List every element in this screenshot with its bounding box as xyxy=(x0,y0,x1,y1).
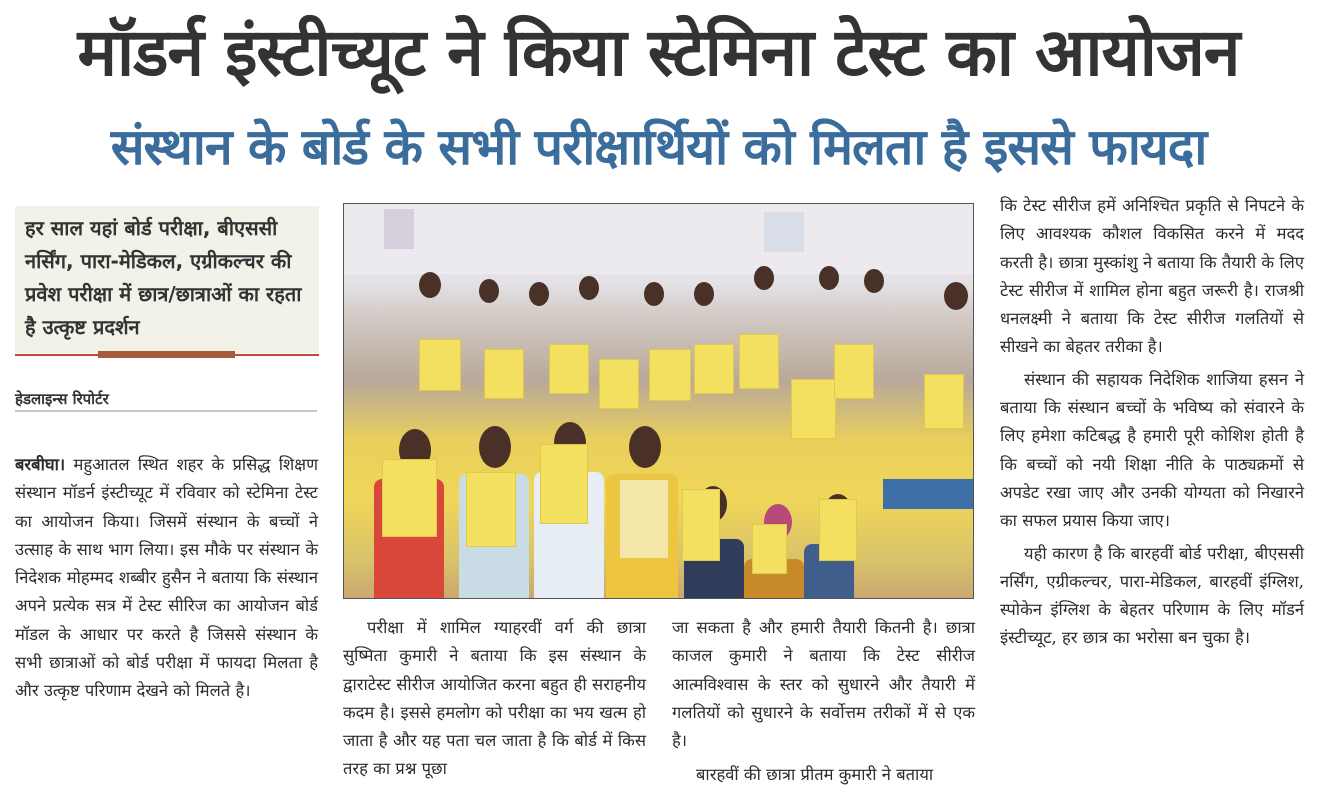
photo-test-paper xyxy=(382,459,437,537)
article-text: जा सकता है और हमारी तैयारी कितनी है। छात्रा काजल कुमारी ने बताया कि टेस्ट सीरीज आत्मविश्वास के स्तर को सुधारने और तैयारी में गलतियों को सुधारने के सर्वोत्तम तरीकों में से एक है। xyxy=(672,618,975,751)
photo-person xyxy=(819,266,839,290)
photo-test-paper xyxy=(694,344,734,394)
photo-test-paper xyxy=(484,349,524,399)
photo-test-paper xyxy=(924,374,964,429)
photo-test-paper xyxy=(834,344,874,399)
photo-test-paper xyxy=(599,359,639,409)
photo-test-paper xyxy=(466,472,516,547)
subheadline: संस्थान के बोर्ड के सभी परीक्षार्थियों को मिलता है इससे फायदा xyxy=(110,118,1207,176)
photo-person xyxy=(944,282,968,310)
photo-test-paper xyxy=(419,339,461,391)
highlight-divider-accent xyxy=(98,351,235,358)
photo-person xyxy=(479,279,499,303)
photo-window xyxy=(764,212,804,252)
dateline: बरबीघा। xyxy=(15,455,66,474)
article-column-2 xyxy=(343,614,646,784)
photo-test-paper xyxy=(549,344,589,394)
photo-person xyxy=(629,426,661,468)
photo-person xyxy=(579,276,599,300)
photo-test-paper xyxy=(752,524,787,574)
photo-test-paper xyxy=(819,499,857,561)
article-text: महुआतल स्थित शहर के प्रसिद्ध शिक्षण संस्थान मॉडर्न इंस्टीच्यूट में रविवार को स्टेमिना टेस्ट का आयोजन किया। जिसमें संस्थान के बच्चों ने उत्साह के साथ भाग लिया। इस मौके पर संस्थान के निदेशक मोहम्मद शब्बीर हुसैन ने बताया कि संस्थान अपने प्रत्येक सत्र में टेस्ट सीरिज का आयोजन बोर्ड मॉडल के आधार पर करते है जिससे संस्थान के सभी छात्राओं को बोर्ड परीक्षा में फायदा मिलता है और उत्कृष्ट परिणाम देखने को मिलते है। xyxy=(15,455,319,701)
photo-test-paper xyxy=(739,334,779,389)
photo-window xyxy=(384,209,414,249)
article-column-1 xyxy=(15,451,318,706)
article-text: संस्थान की सहायक निदेशिक शाजिया हसन ने बताया कि संस्थान बच्चों के भविष्य को संवारने के लिए हमेशा कटिबद्ध है हमारी पूरी कोशिश होती है कि बच्चों को नयी शिक्षा नीति के पाठ्यक्रमों से अपडेट रखा जाए और उनकी योग्यता को निखारने का सफल प्रयास किया जाए। xyxy=(1000,369,1304,531)
photo-bench xyxy=(883,479,973,509)
article-text: बारहवीं की छात्रा प्रीतम कुमारी ने बताया xyxy=(696,765,934,785)
photo-person xyxy=(529,282,549,306)
photo-person xyxy=(644,282,664,306)
photo-person xyxy=(754,266,774,290)
headline: मॉडर्न इंस्टीच्यूट ने किया स्टेमिना टेस्ट का आयोजन xyxy=(77,14,1240,91)
photo-person xyxy=(694,282,714,306)
photo-test-paper xyxy=(682,489,720,561)
photo-test-paper xyxy=(649,349,691,401)
news-photo xyxy=(343,203,974,599)
photo-wall xyxy=(344,204,973,274)
photo-test-paper xyxy=(791,379,836,439)
photo-test-paper xyxy=(619,479,669,559)
photo-person xyxy=(864,269,884,293)
byline: हेडलाइन्स रिपोर्टर xyxy=(15,386,317,412)
article-column-3 xyxy=(672,614,975,790)
highlight-text: हर साल यहां बोर्ड परीक्षा, बीएससी नर्सिंग, पारा-मेडिकल, एग्रीकल्चर की प्रवेश परीक्षा में छात्र/छात्राओं का रहता है उत्कृष्ट प्रदर्शन xyxy=(25,216,302,339)
photo-test-paper xyxy=(540,444,588,524)
photo-person xyxy=(479,426,511,468)
article-text: यही कारण है कि बारहवीं बोर्ड परीक्षा, बीएससी नर्सिंग, एग्रीकल्चर, पारा-मेडिकल, बारहवीं इंग्लिश, स्पोकेन इंग्लिश के बेहतर परिणाम के लिए मॉडर्न इंस्टीच्यूट, हर छात्र का भरोसा बन चुका है। xyxy=(1000,543,1304,648)
highlight-box xyxy=(15,206,319,353)
photo-person xyxy=(419,272,441,298)
article-column-4 xyxy=(1000,192,1304,653)
article-text: परीक्षा में शामिल ग्याहरवीं वर्ग की छात्रा सुष्मिता कुमारी ने बताया कि इस संस्थान के द्वाराटेस्ट सीरीज आयोजित करना बहुत ही सराहनीय कदम है। इससे हमलोग को परीक्षा का भय खत्म हो जाता है और यह पता चल जाता है कि बोर्ड में किस तरह का प्रश्न पूछा xyxy=(343,618,646,779)
article-text: कि टेस्ट सीरीज हमें अनिश्चित प्रकृति से निपटने के लिए आवश्यक कौशल विकसित करने में मदद करती है। छात्रा मुस्कांशु ने बताया कि तैयारी के लिए टेस्ट सीरीज में शामिल होना बहुत जरूरी है। राजश्री धनलक्ष्मी ने बताया कि टेस्ट सीरीज गलतियों से सीखने का बेहतर तरीका है। xyxy=(1000,196,1304,357)
